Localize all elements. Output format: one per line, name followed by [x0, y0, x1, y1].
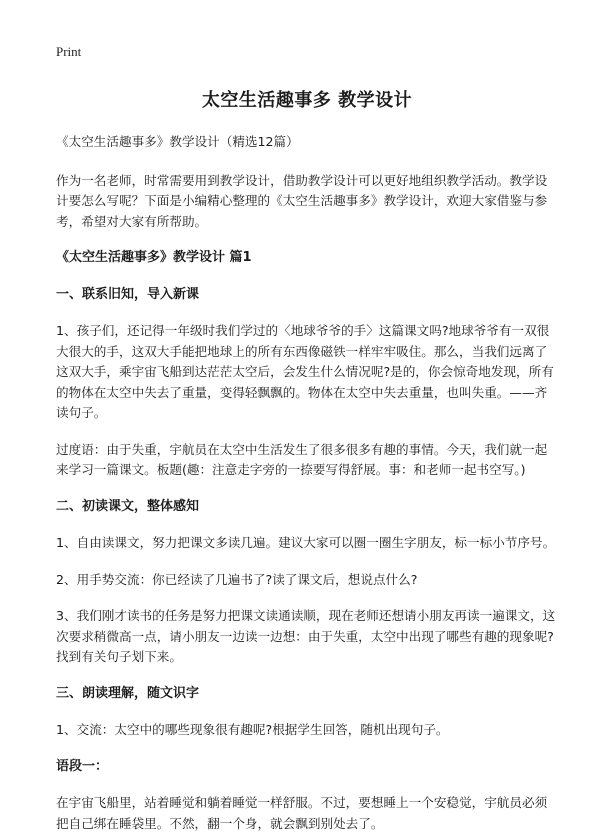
print-link[interactable]: Print — [56, 44, 82, 59]
section1-paragraph-2: 过度语：由于失重，宇航员在太空中生活发生了很多很多有趣的事情。今天，我们就一起来学习一篇课文。板题(趣：注意走字旁的一捺要写得舒展。事：和老师一起书空写。) — [56, 441, 548, 477]
section1-paragraph-1: 1、孩子们，还记得一年级时我们学过的〈地球爷爷的手〉这篇课文吗?地球爷爷有一双很大很大的手，这双大手能把地球上的所有东西像磁铁一样牢牢吸住。那么，当我们远离了这双大手，乘宇宙飞船到达茫茫太空后，会发生什么情况呢?是的，你会惊奇地发现，所有的物体在太空中失去了重量，变得轻飘飘的。物体在太空中失去重量，也叫失重。——齐读句子。 — [56, 323, 554, 420]
intro-paragraph: 作为一名老师，时常需要用到教学设计，借助教学设计可以更好地组织教学活动。教学设计要怎么写呢？下面是小编精心整理的《太空生活趣事多》教学设计，欢迎大家借鉴与参考，希望对大家有所帮助。 — [56, 172, 548, 229]
section2-paragraph-2: 2、用手势交流：你已经读了几遍书了?读了课文后，想说点什么? — [56, 571, 418, 587]
section3-paragraph-2: 在宇宙飞船里，站着睡觉和躺着睡觉一样舒服。不过，要想睡上一个安稳觉，宇航员必须把自己绑在睡袋里。不然，翻一个身，就会飘到别处去了。 — [56, 795, 548, 831]
document-subtitle: 《太空生活趣事多》教学设计（精选12篇） — [56, 134, 299, 149]
section-heading-3: 三、朗读理解，随文识字 — [56, 685, 200, 701]
excerpt-label: 语段一： — [56, 758, 109, 774]
section3-paragraph-1: 1、交流：太空中的哪些现象很有趣呢?根据学生回答，随机出现句子。 — [56, 722, 449, 737]
section2-paragraph-3: 3、我们刚才读书的任务是努力把课文读通读顺，现在老师还想请小朋友再读一遍课文，这次要求稍微高一点，请小朋友一边读一边想：由于失重，太空中出现了哪些有趣的现象呢?找到有关句子划下来。 — [56, 608, 556, 664]
chapter-heading: 《太空生活趣事多》教学设计 篇1 — [56, 250, 252, 265]
section-heading-2: 二、初读课文，整体感知 — [56, 498, 200, 514]
section-heading-1: 一、联系旧知，导入新课 — [56, 286, 200, 302]
section2-paragraph-1: 1、自由读课文，努力把课文多读几遍。建议大家可以圈一圈生字朋友，标一标小节序号。 — [56, 535, 556, 550]
page-title: 太空生活趣事多 教学设计 — [201, 90, 413, 111]
